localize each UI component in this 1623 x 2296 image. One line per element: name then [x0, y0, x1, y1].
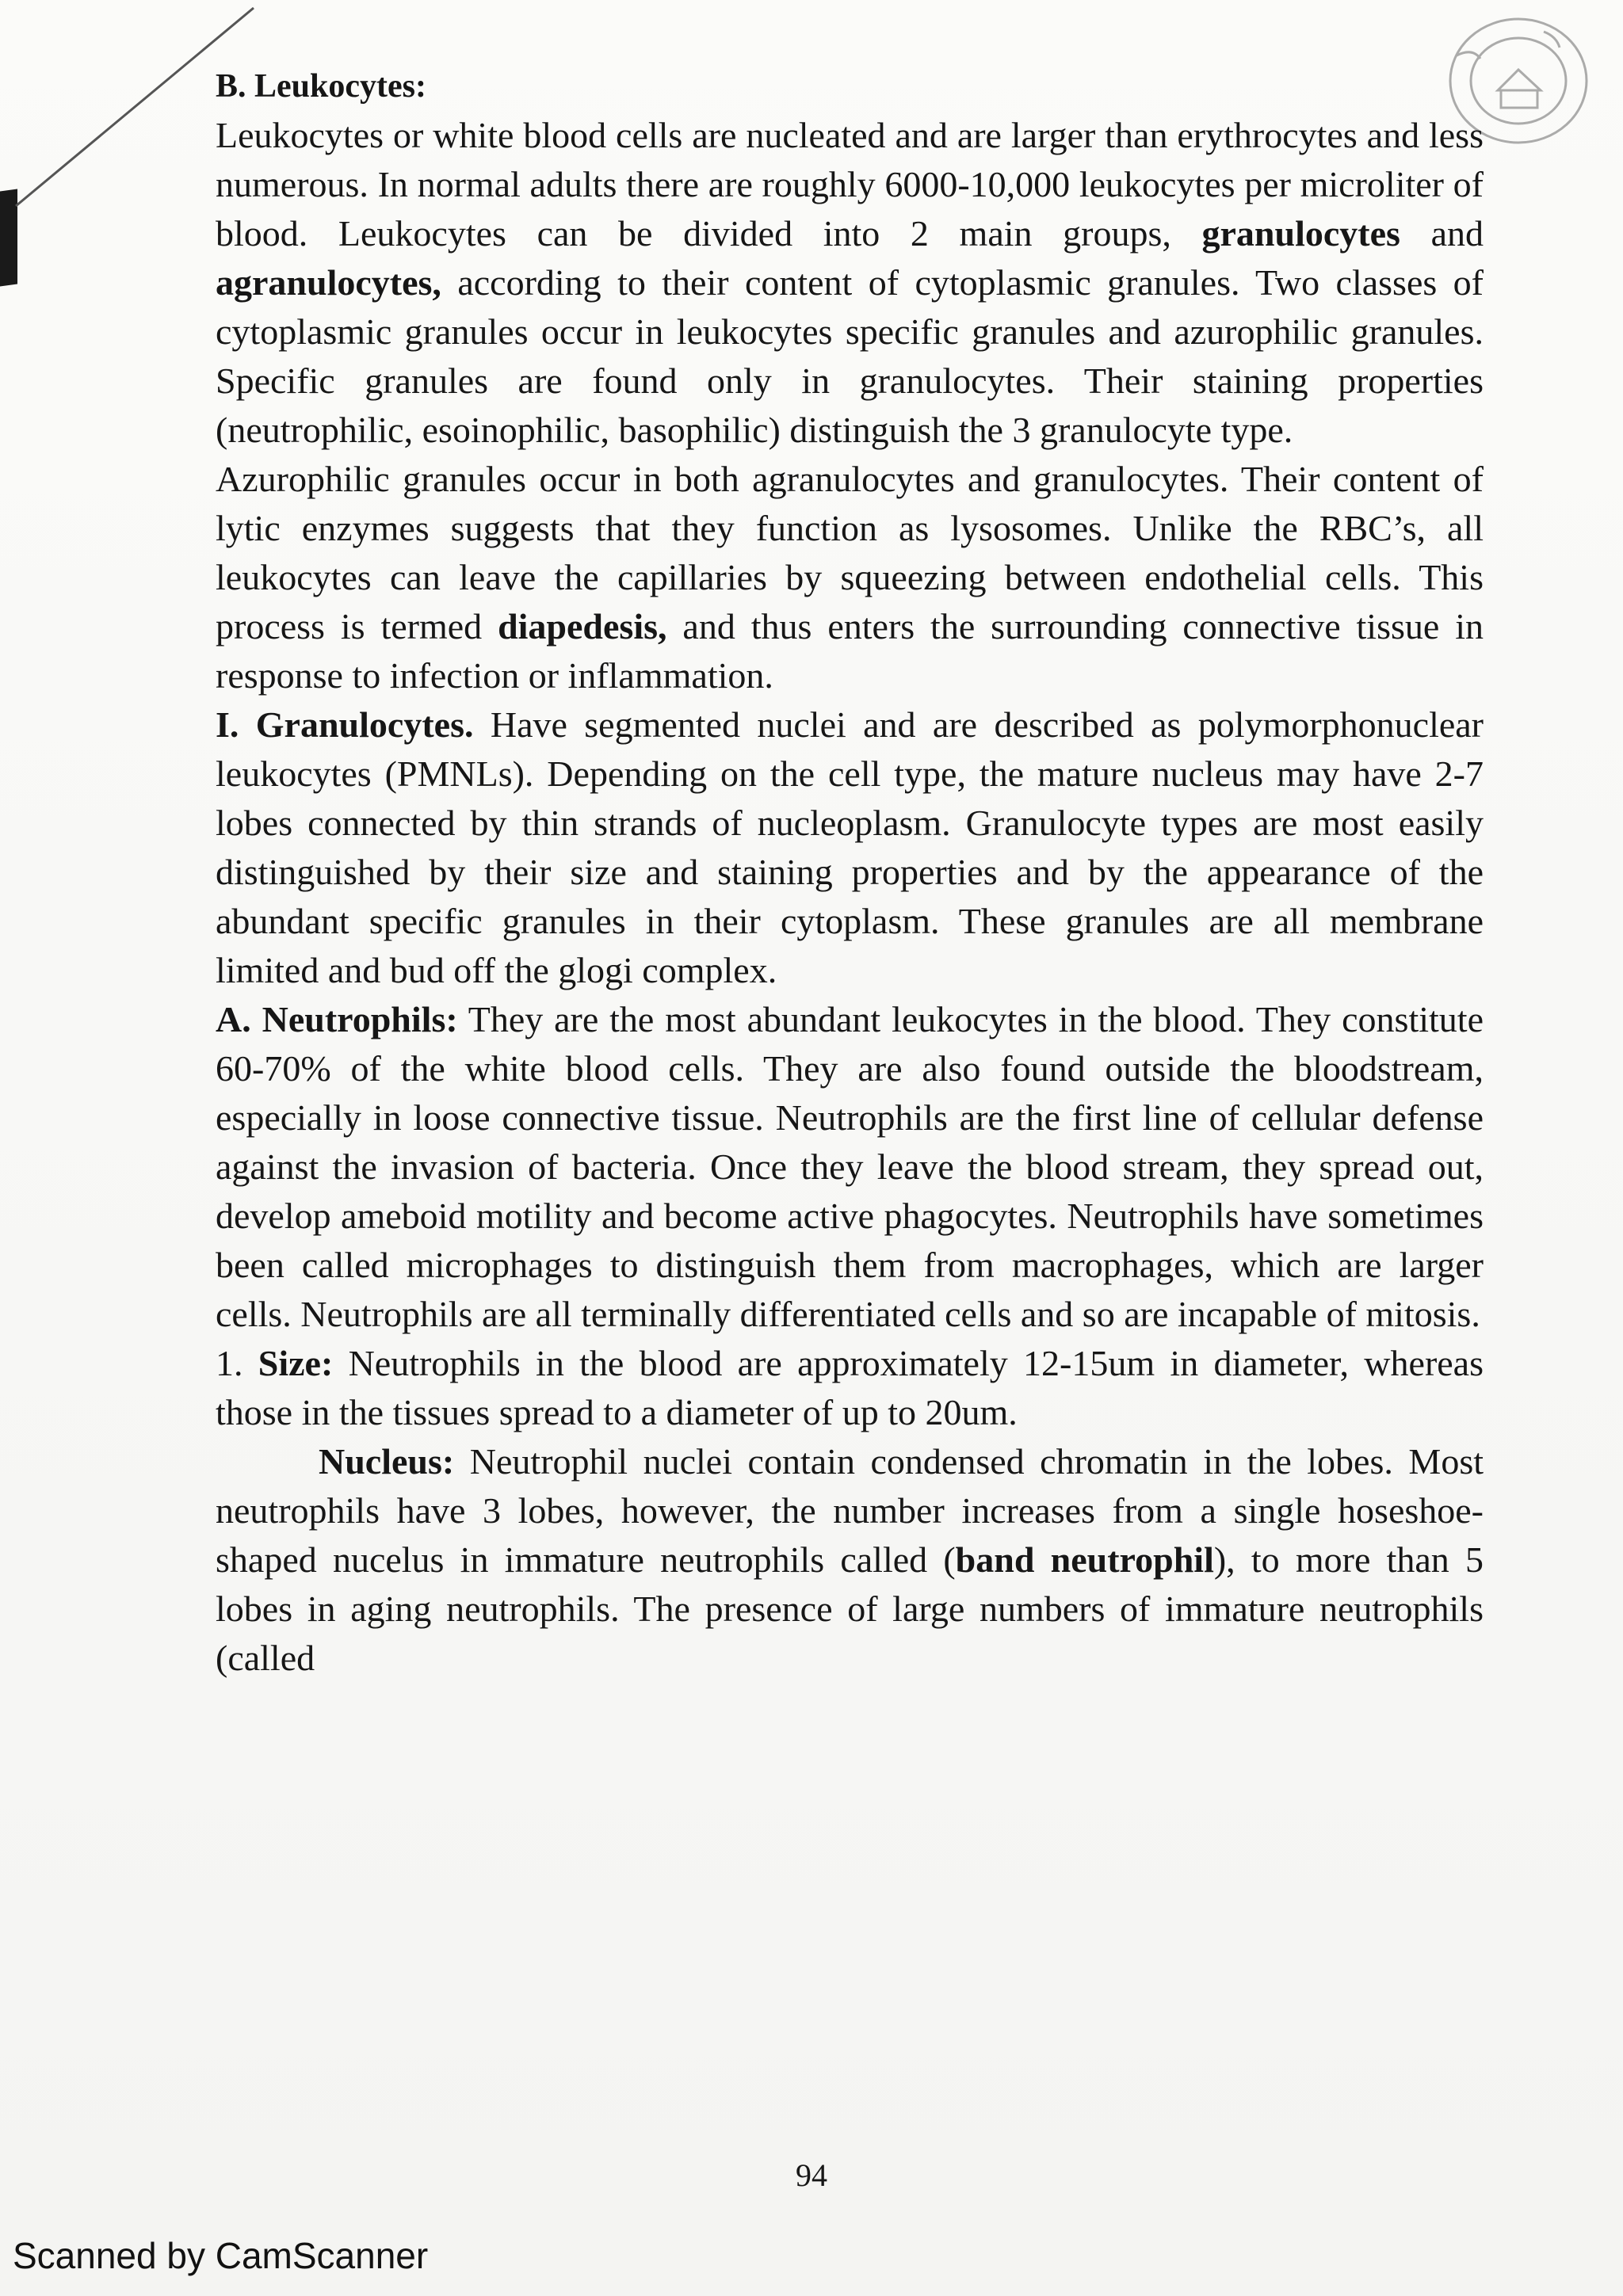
- text-run: and: [1400, 213, 1484, 254]
- paragraph: [216, 995, 1484, 1339]
- bold-term: agranulocytes,: [216, 262, 441, 303]
- paragraph: [216, 1339, 1484, 1437]
- paragraph: [216, 700, 1484, 995]
- text-run: Have segmented nuclei and are described as polymorphonuclear leukocytes (PMNLs). Depending on the cell type, the mature nucleus may have 2-7 lobes connected by thin strands of nucleoplasm. Granulocyte types are most easily distinguished by their size and staining properties and by the appearance of the abundant specific granules in their cytoplasm. These granules are all membrane limited and bud off the glogi complex.: [216, 704, 1484, 990]
- paragraph: [216, 1437, 1484, 1683]
- page-number: 94: [796, 2157, 827, 2193]
- text-run: according to their content of cytoplasmic granules. Two classes of cytoplasmic granules occur in leukocytes specific granules and azurophilic granules. Specific granules are found only in granulocytes. Their staining properties (neutrophilic, esoinophilic, basophilic) distinguish the 3 granulocyte type.: [216, 262, 1484, 450]
- bold-term: granulocytes: [1201, 213, 1400, 254]
- section-heading: B. Leukocytes:: [216, 68, 426, 105]
- bold-term: I. Granulocytes.: [216, 704, 474, 745]
- scanner-watermark: Scanned by CamScanner: [13, 2235, 429, 2276]
- text-run: and thus enters the surrounding connective tissue in response to infection or inflammation.: [216, 606, 1484, 696]
- text-run: They are the most abundant leukocytes in the blood. They constitute 60-70% of the white blood cells. They are also found outside the bloodstream, especially in loose connective tissue. Neutrophils are the first line of cellular defense against the invasion of bacteria. Once they leave the blood stream, they spread out, develop ameboid motility and become active phagocytes. Neutrophils have sometimes been called microphages to distinguish them from macrophages, which are larger cells. Neutrophils are all terminally differentiated cells and so are incapable of mitosis.: [216, 999, 1484, 1334]
- text-run: 1.: [216, 1343, 258, 1383]
- bold-term: diapedesis,: [498, 606, 667, 646]
- text-run: Neutrophils in the blood are approximately 12-15um in diameter, whereas those in the tissues spread to a diameter of up to 20um.: [216, 1343, 1484, 1432]
- text-run: Leukocytes or white blood cells are nucleated and are larger than erythrocytes and less numerous. In normal adults there are roughly 6000-10,000 leukocytes per microliter of blood. Leukocytes can be divided into 2 main groups,: [216, 115, 1484, 254]
- paragraph-list: [216, 111, 1484, 1683]
- text-run: Neutrophil nuclei contain condensed chromatin in the lobes. Most neutrophils have 3 lobes, however, the number increases from a single hoseshoe-shaped nucelus in immature neutrophils called (: [216, 1441, 1484, 1580]
- bold-term: band neutrophil: [955, 1539, 1214, 1580]
- bold-term: A. Neutrophils:: [216, 999, 458, 1039]
- text-run: ), to more than 5 lobes in aging neutrophils. The presence of large numbers of immature neutrophils (called: [216, 1539, 1484, 1678]
- text-run: Azurophilic granules occur in both agranulocytes and granulocytes. Their content of lytic enzymes suggests that they function as lysosomes. Unlike the RBC’s, all leukocytes can leave the capillaries by squeezing between endothelial cells. This process is termed: [216, 459, 1484, 646]
- bold-term: Size:: [258, 1343, 334, 1383]
- paragraph: [216, 455, 1484, 700]
- paragraph: [216, 111, 1484, 455]
- bold-term: Nucleus:: [319, 1441, 455, 1482]
- document-body: [216, 62, 1484, 1683]
